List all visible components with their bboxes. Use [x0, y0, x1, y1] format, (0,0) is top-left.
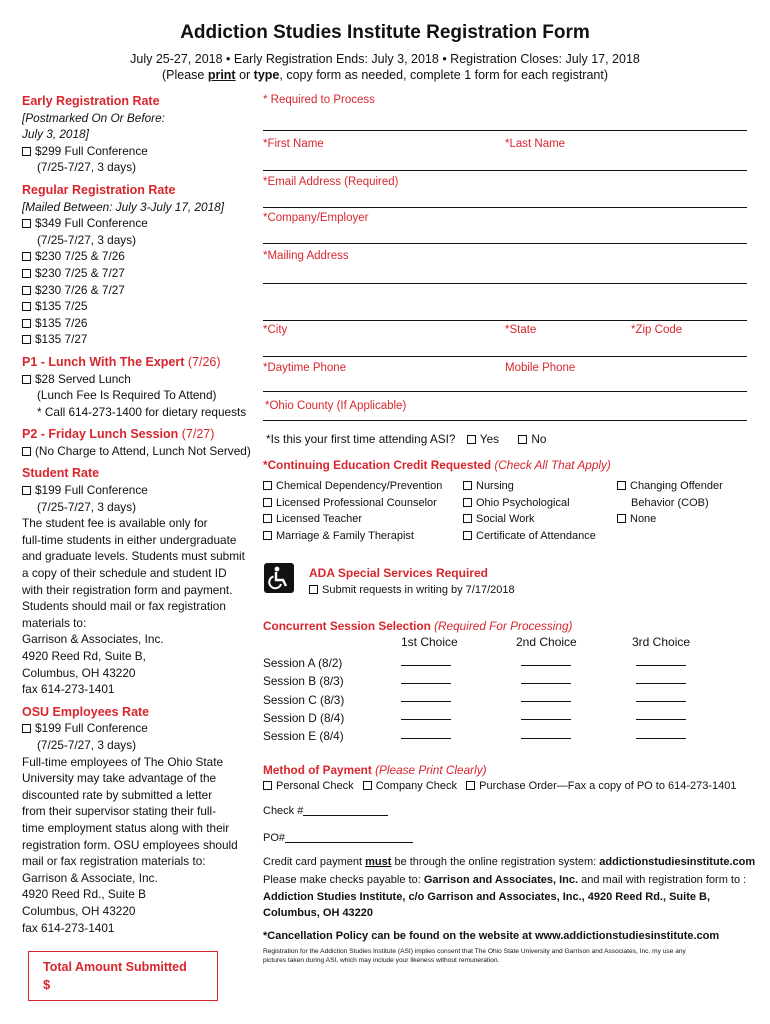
session-choice-blank[interactable] [636, 738, 686, 739]
ce-option[interactable]: Ohio Psychological [463, 495, 596, 512]
session-choice-blank[interactable] [521, 738, 571, 739]
regular-option[interactable]: $349 Full Conference [22, 215, 257, 232]
session-choice-blank[interactable] [401, 683, 451, 684]
mobile-phone-label: Mobile Phone [505, 362, 576, 374]
session-choice-blank[interactable] [521, 701, 571, 702]
session-choice-blank[interactable] [636, 683, 686, 684]
regular-option[interactable]: $230 7/26 & 7/27 [22, 282, 257, 299]
purchase-order-option[interactable]: Purchase Order—Fax a copy of PO to 614-273-1401 [466, 780, 736, 792]
consent-fine-print: Registration for the Addiction Studies Institute (ASI) implies consent that The Ohio State University and Garrison and Associates, Inc. my use any pictures taken during ASI, which may include your likeness without remuneration. [263, 948, 686, 964]
company-input-line[interactable] [263, 243, 747, 244]
last-name-label: *Last Name [505, 138, 566, 150]
ce-option[interactable]: Social Work [463, 511, 596, 528]
ce-option[interactable]: Nursing [463, 478, 596, 495]
check-number-field[interactable]: Check # [263, 805, 388, 817]
session-choice-blank[interactable] [521, 665, 571, 666]
student-rate-title: Student Rate [22, 466, 100, 481]
city-label: *City [263, 324, 288, 336]
session-choice-blank[interactable] [401, 665, 451, 666]
ce-option[interactable]: Certificate of Attendance [463, 528, 596, 545]
osu-text: Full-time employees of The Ohio State University may take advantage of the discounted rate by submitted a letter from their supervisor stating their full- time employment status along with their registration form. OSU employees should mail or fax registration materials to: Garrison & Associate, Inc. 4920 Reed Rd., Suite B Columbus, OH 43220 fax 614-273-1401 [22, 754, 238, 935]
mailing-address-line-2: Columbus, OH 43220 [263, 907, 374, 919]
payment-title: Method of Payment (Please Print Clearly) [263, 763, 487, 777]
mailing-address-label: *Mailing Address [263, 250, 349, 262]
p1-lunch-option[interactable]: $28 Served Lunch [22, 371, 257, 388]
student-text: The student fee is available only for full-time students in either undergraduate and graduate levels. Students must submit a copy of their schedule and student ID with their registration form and payment. Students should mail or fax registration materials to: Garrison & Associates, Inc. 4920 Reed Rd, Suite B, Columbus, OH 43220 fax 614-273-1401 [22, 516, 245, 697]
credit-card-note: Credit card payment must be through the online registration system: addictionstudiesinstitute.com [263, 856, 756, 868]
osu-rate-title: OSU Employees Rate [22, 704, 150, 719]
osu-option[interactable]: $199 Full Conference [22, 720, 257, 737]
ce-option[interactable]: Chemical Dependency/Prevention [263, 478, 442, 495]
session-choice-blank[interactable] [401, 719, 451, 720]
ce-option[interactable]: Marriage & Family Therapist [263, 528, 442, 545]
regular-rate-title: Regular Registration Rate [22, 182, 176, 197]
email-label: *Email Address (Required) [263, 176, 399, 188]
early-rate-title: Early Registration Rate [22, 94, 160, 108]
left-column: Early Registration Rate [Postmarked On Or Before: July 3, 2018] $299 Full Conference (7/25-7/27, 3 days) Regular Registration Rate [Mailed Between: July 3-July 17, 2018] $349 Full Conference (7/25-7/27, 3 days) $230 7/25 & 7/26 $230 7/25 & 7/27 $230 7/26 & 7/27 $135 7/25 $135 7/26 $135 7/27 P1 - Lunch With The Expert (7/26) $28 Served Lunch (Lunch Fee Is Required To Attend) * Call 614-273-1400 for dietary requests P2 - Friday Lunch Session (7/27) (No Charge to Attend, Lunch Not Served) Student Rate $199 Full Conference (7/25-7/27, 3 days) The student fee is available only for full-time students in either undergraduate and graduate levels. Students must submit a copy of their schedule and student ID with their registration form and payment. Students should mail or fax registration materials to: Garrison & Associates, Inc. 4920 Reed Rd, Suite B, Columbus, OH 43220 fax 614-273-1401 OSU Employees Rate $199 Full Conference (7/25-7/27, 3 days) Full-time employees of The Ohio State University may take advantage of the discounted rate by submitted a letter from their supervisor stating their full- time employment status along with their registration form. OSU employees should mail or fax registration materials to: Garrison & Associate, Inc. 4920 Reed Rd., Suite B Columbus, OH 43220 fax 614-273-1401 [22, 93, 257, 936]
choice-header-1: 1st Choice [401, 635, 458, 649]
ce-column-3: Changing Offender Behavior (COB) None [617, 478, 723, 528]
company-label: *Company/Employer [263, 212, 369, 224]
ohio-county-label: *Ohio County (If Applicable) [265, 400, 407, 412]
mailing-address-line-1: Addiction Studies Institute, c/o Garrison and Associates, Inc., 4920 Reed Rd., Suite B, [263, 891, 711, 903]
session-choice-blank[interactable] [636, 719, 686, 720]
session-choice-blank[interactable] [401, 738, 451, 739]
zip-label: *Zip Code [631, 324, 683, 336]
ce-credit-title: *Continuing Education Credit Requested (Check All That Apply) [263, 458, 611, 472]
first-name-label: *First Name [263, 138, 324, 150]
total-amount-box[interactable]: Total Amount Submitted $ [28, 951, 218, 1001]
checks-payable-note: Please make checks payable to: Garrison and Associates, Inc. and mail with registration form to : [263, 874, 747, 886]
regular-option[interactable]: $135 7/27 [22, 331, 257, 348]
state-label: *State [505, 324, 537, 336]
p2-lunch-option[interactable]: (No Charge to Attend, Lunch Not Served) [22, 443, 257, 460]
company-check-option[interactable]: Company Check [363, 780, 457, 792]
session-choice-blank[interactable] [636, 701, 686, 702]
wheelchair-icon [264, 563, 294, 593]
session-title: Concurrent Session Selection (Required For Processing) [263, 619, 573, 633]
first-time-question: *Is this your first time attending ASI? Yes No [266, 432, 547, 446]
subtitle-instructions: (Please print or type, copy form as needed, complete 1 form for each registrant) [161, 68, 609, 82]
ce-option[interactable]: Changing Offender [617, 478, 723, 495]
required-note: * Required to Process [263, 94, 375, 106]
po-number-field[interactable]: PO# [263, 832, 413, 844]
name-input-line[interactable] [263, 170, 747, 171]
personal-check-option[interactable]: Personal Check [263, 780, 354, 792]
county-input-line[interactable] [263, 420, 747, 421]
ce-option[interactable]: None [617, 511, 723, 528]
payment-options [263, 780, 737, 792]
regular-option[interactable]: $230 7/25 & 7/26 [22, 248, 257, 265]
no-option[interactable]: No [518, 432, 546, 446]
regular-option[interactable]: $135 7/25 [22, 298, 257, 315]
city-input-line[interactable] [263, 356, 747, 357]
address-input-line-2[interactable] [263, 320, 747, 321]
session-choice-blank[interactable] [636, 665, 686, 666]
ada-option[interactable]: Submit requests in writing by 7/17/2018 [309, 584, 515, 596]
regular-option[interactable]: $135 7/26 [22, 315, 257, 332]
phone-input-line[interactable] [263, 391, 747, 392]
early-full-conference-option[interactable]: $299 Full Conference [22, 143, 257, 160]
email-input-line[interactable] [263, 207, 747, 208]
ce-option[interactable]: Licensed Professional Counselor [263, 495, 442, 512]
ce-column-1 [263, 478, 442, 544]
session-choice-blank[interactable] [521, 719, 571, 720]
ada-title: ADA Special Services Required [309, 566, 488, 580]
ce-column-2 [463, 478, 596, 544]
form-title: Addiction Studies Institute Registration Form [180, 22, 590, 43]
p1-lunch-title: P1 - Lunch With The Expert (7/26) [22, 354, 221, 369]
session-choice-blank[interactable] [401, 701, 451, 702]
cancellation-policy: *Cancellation Policy can be found on the website at www.addictionstudiesinstitute.com [263, 930, 720, 942]
address-input-line[interactable] [263, 283, 747, 284]
student-option[interactable]: $199 Full Conference [22, 482, 257, 499]
choice-header-2: 2nd Choice [516, 635, 577, 649]
session-list: Session A (8/2) Session B (8/3) Session C (8/3) Session D (8/4) Session E (8/4) [263, 656, 345, 744]
ce-option[interactable]: Licensed Teacher [263, 511, 442, 528]
session-choice-blank[interactable] [521, 683, 571, 684]
regular-option[interactable]: $230 7/25 & 7/27 [22, 265, 257, 282]
choice-header-3: 3rd Choice [632, 635, 691, 649]
yes-option[interactable]: Yes [467, 432, 499, 446]
input-line[interactable] [263, 130, 747, 131]
subtitle-dates: July 25-27, 2018 • Early Registration Ends: July 3, 2018 • Registration Closes: July 17, 2018 [130, 52, 640, 66]
daytime-phone-label: *Daytime Phone [263, 362, 347, 374]
checkbox[interactable] [22, 147, 31, 156]
p2-lunch-title: P2 - Friday Lunch Session (7/27) [22, 427, 215, 442]
